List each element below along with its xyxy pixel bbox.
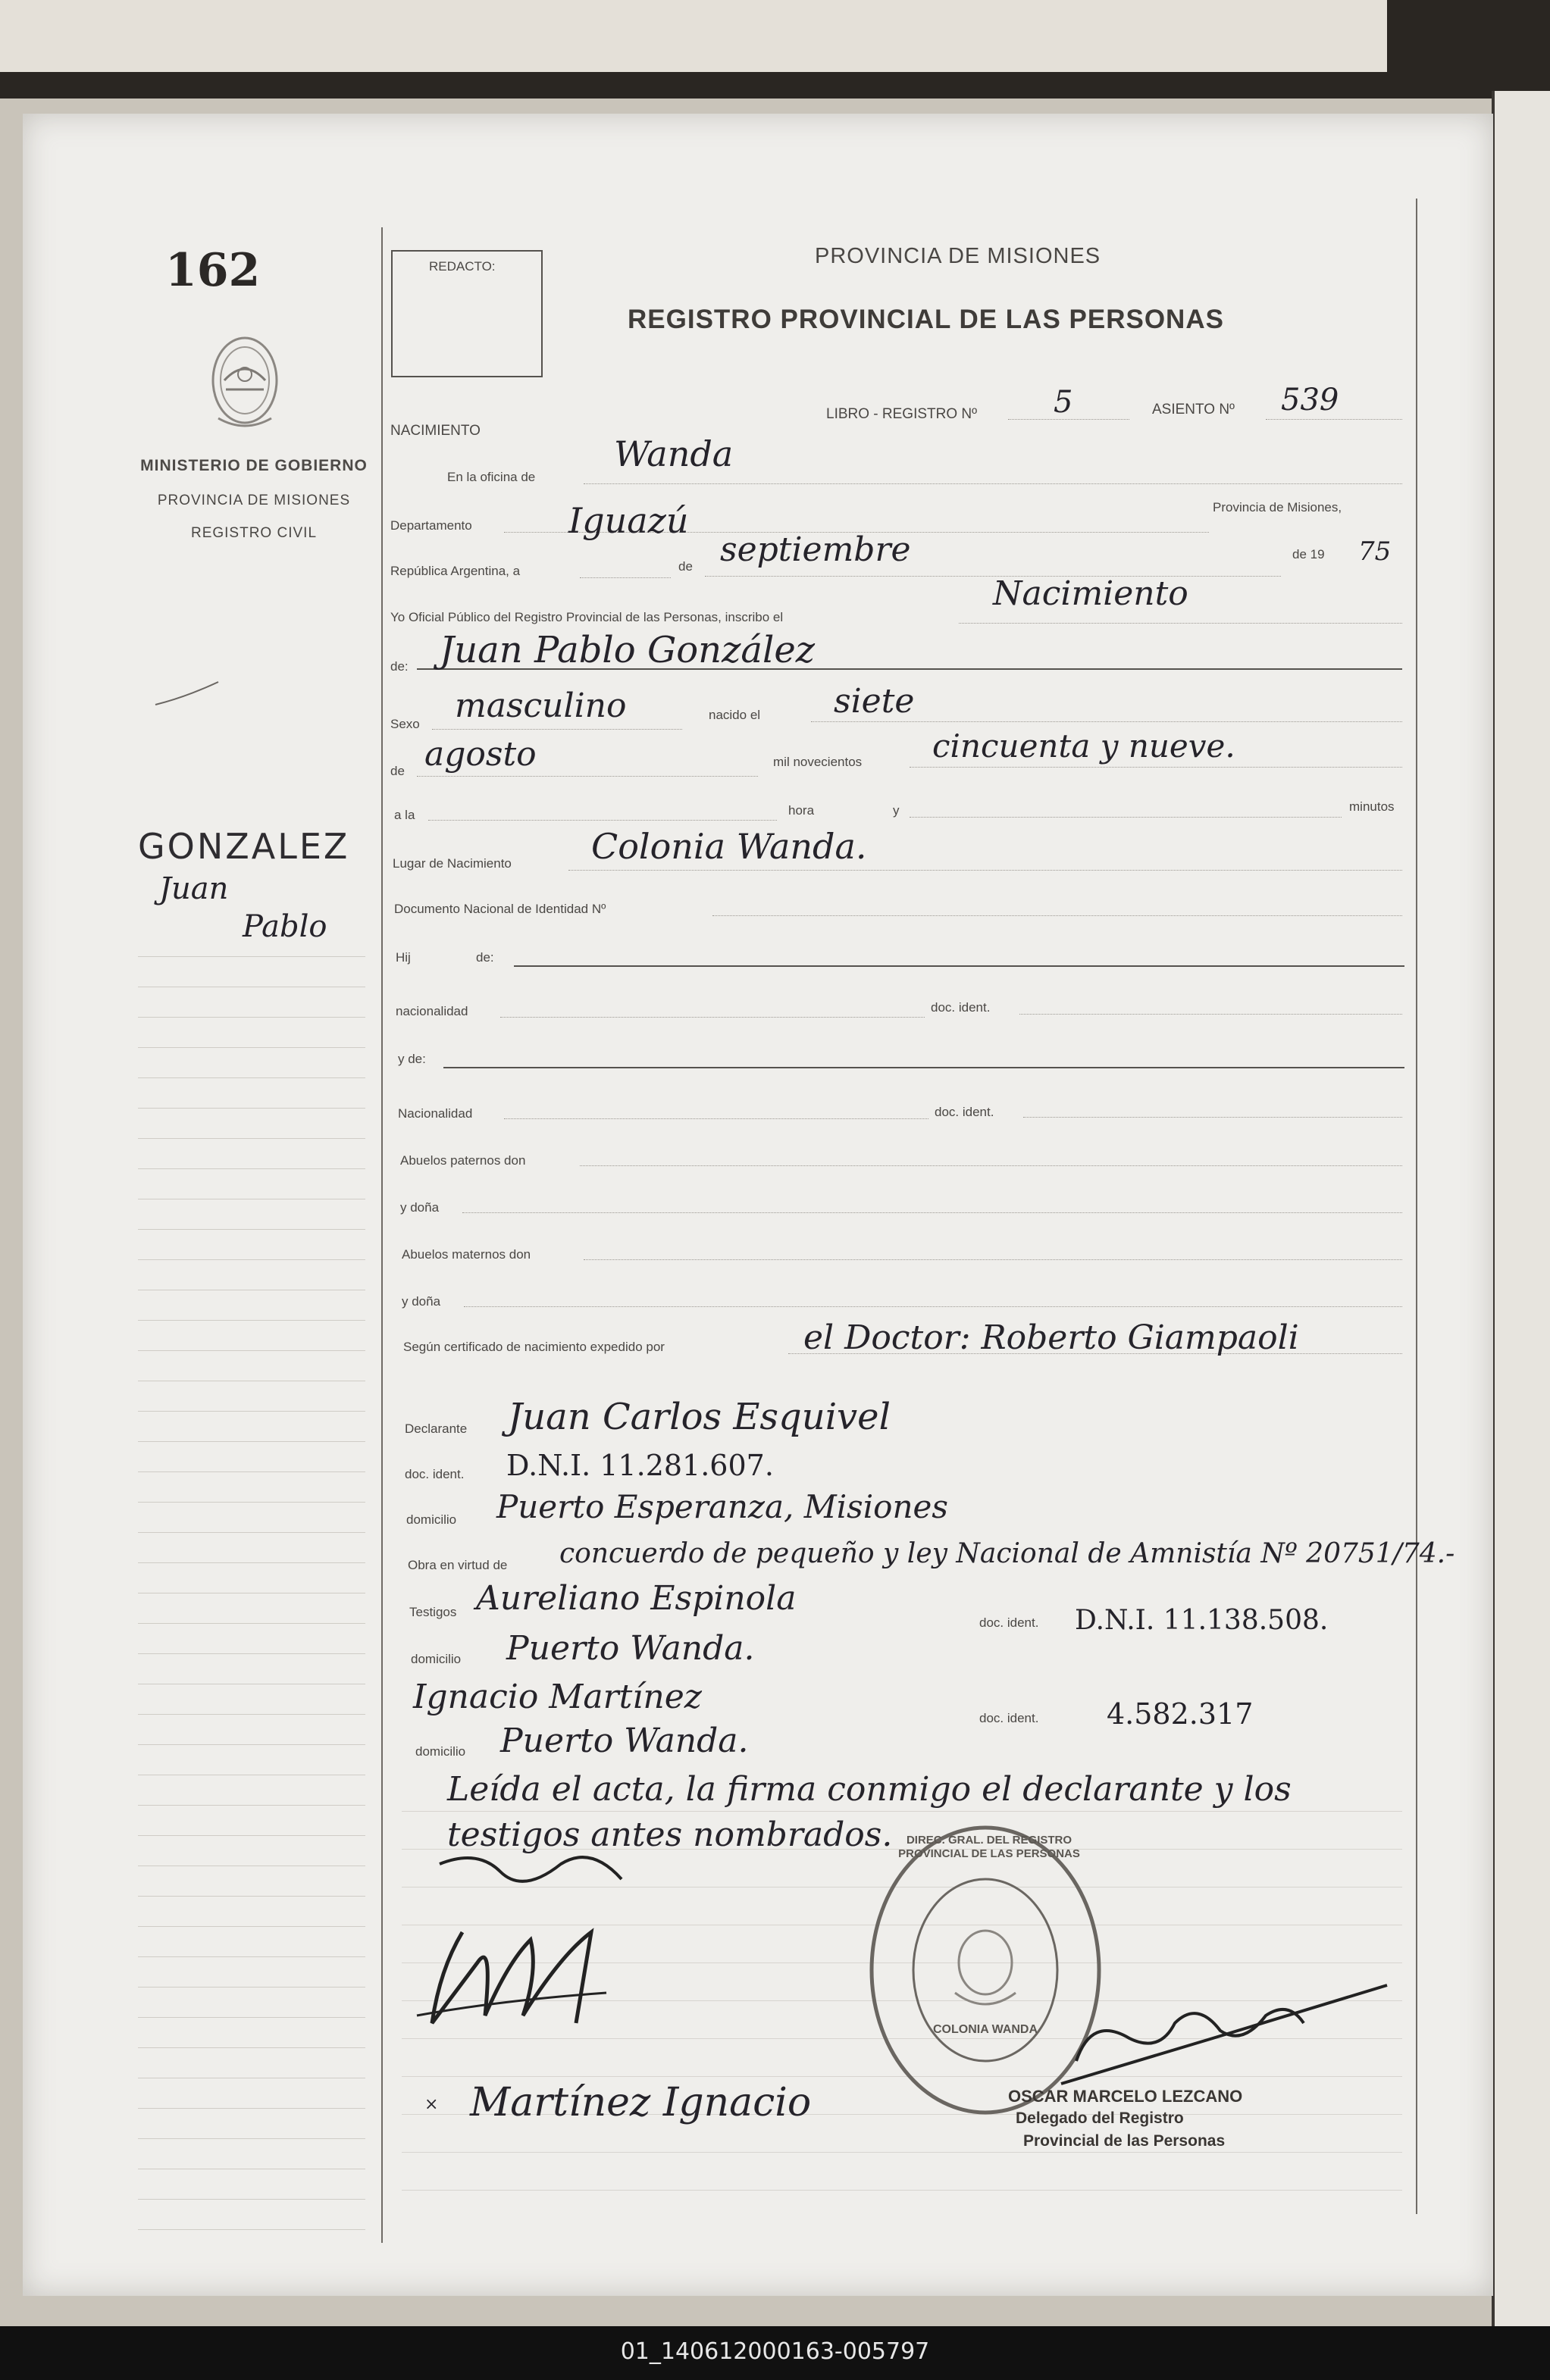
nacionalidad1-label: nacionalidad <box>396 1004 468 1018</box>
de-mes-nac-label: de <box>390 764 405 778</box>
minutos-label: minutos <box>1349 799 1395 814</box>
testigos-label: Testigos <box>409 1605 457 1619</box>
previous-page-edge <box>0 0 1387 72</box>
ydona1-label: y doña <box>400 1200 440 1215</box>
de-nombre-label: de: <box>390 659 409 674</box>
oficina-label: En la oficina de <box>447 470 536 484</box>
official-title-1: Delegado del Registro <box>1016 2109 1184 2127</box>
nacido-label: nacido el <box>709 708 761 722</box>
redacto-box <box>391 250 543 377</box>
caption-bar <box>0 2326 1550 2380</box>
asiento-value: 539 <box>1281 383 1339 418</box>
redacto-label: REDACTO: <box>429 259 496 274</box>
registry-title: REGISTRO PROVINCIAL DE LAS PERSONAS <box>628 305 1224 334</box>
nacionalidad2-label: Nacionalidad <box>398 1106 473 1121</box>
oficina-value: Wanda <box>614 433 734 474</box>
docident3-label: doc. ident. <box>405 1467 465 1481</box>
witness-signature: Martínez Ignacio <box>470 2080 812 2125</box>
margin-surname: GONZALEZ <box>138 826 350 867</box>
page-number: 162 <box>165 244 261 297</box>
mil-label: mil novecientos <box>773 755 863 769</box>
testigo1-value: Aureliano Espinola <box>476 1579 797 1618</box>
libro-label: LIBRO - REGISTRO Nº <box>826 406 978 422</box>
de19-label: de 19 <box>1292 547 1325 561</box>
obra-value: concuerdo de pequeño y ley Nacional de Amnistía Nº 20751/74.- <box>559 1538 1455 1569</box>
ministry-province: PROVINCIA DE MISIONES <box>157 493 351 508</box>
domicilio1-label: domicilio <box>406 1512 457 1527</box>
declarante-value: Juan Carlos Esquivel <box>508 1396 891 1438</box>
ministry-registry: REGISTRO CIVIL <box>190 525 318 541</box>
domicilio3-value: Puerto Wanda. <box>500 1722 749 1760</box>
hij-label: Hij <box>396 950 411 965</box>
form-left-border <box>381 227 383 2243</box>
libro-value: 5 <box>1054 385 1073 420</box>
domicilio1-value: Puerto Esperanza, Misiones <box>496 1488 948 1525</box>
de-mes-label: de <box>678 559 693 574</box>
obra-label: Obra en virtud de <box>408 1558 508 1572</box>
margin-given-2: Pablo <box>243 909 327 944</box>
nombre-value: Juan Pablo González <box>440 629 816 671</box>
y-label: y <box>893 803 900 818</box>
ministry-name: MINISTERIO DE GOBIERNO <box>140 457 368 474</box>
yde-label: y de: <box>398 1052 426 1066</box>
abuelos-paternos-label: Abuelos paternos don <box>400 1153 526 1168</box>
domicilio2-label: domicilio <box>411 1652 462 1666</box>
declarante-label: Declarante <box>405 1421 468 1436</box>
seal-inner-text: COLONIA WANDA <box>932 2023 1038 2036</box>
anio-value: 75 <box>1358 536 1392 567</box>
docident4-label: doc. ident. <box>979 1615 1039 1630</box>
official-name: OSCAR MARCELO LEZCANO <box>1008 2087 1243 2106</box>
mes-value: septiembre <box>720 530 911 569</box>
right-page-edge <box>1492 91 1550 2326</box>
provincia-label: Provincia de Misiones, <box>1213 500 1342 514</box>
form-right-border <box>1416 199 1417 2214</box>
certificado-label: Según certificado de nacimiento expedido por <box>403 1340 665 1354</box>
testigo2-value: Ignacio Martínez <box>413 1678 702 1716</box>
witness-mark: × <box>424 2095 439 2114</box>
lugar-label: Lugar de Nacimiento <box>393 856 512 871</box>
docident2-label: doc. ident. <box>935 1105 994 1119</box>
de-padre-label: de: <box>476 950 494 965</box>
ala-label: a la <box>394 808 415 822</box>
republica-label: República Argentina, a <box>390 564 521 578</box>
official-title-2: Provincial de las Personas <box>1023 2132 1226 2150</box>
abuelos-maternos-label: Abuelos maternos don <box>402 1247 531 1262</box>
sexo-label: Sexo <box>390 717 420 731</box>
oficial-label: Yo Oficial Público del Registro Provincial de las Personas, inscribo el <box>390 610 784 624</box>
pencil-mark <box>152 674 227 712</box>
official-signature <box>1046 1970 1410 2099</box>
hora-label: hora <box>788 803 815 818</box>
dia-value: siete <box>834 682 915 721</box>
closing-line-1: Leída el acta, la firma conmigo el declarante y los <box>447 1770 1292 1809</box>
sexo-value: masculino <box>455 686 627 725</box>
margin-given-1: Juan <box>159 871 229 906</box>
departamento-value: Iguazú <box>568 500 689 541</box>
domicilio2-value: Puerto Wanda. <box>506 1629 755 1668</box>
seal-text: DIREC. GRAL. DEL REGISTRO PROVINCIAL DE LAS PERSONAS <box>898 1834 1080 1860</box>
docident5-label: doc. ident. <box>979 1711 1039 1725</box>
declarant-signature <box>409 1849 788 2076</box>
nacimiento-label: NACIMIENTO <box>390 423 481 439</box>
departamento-label: Departamento <box>390 518 472 533</box>
image-caption: 01_140612000163-005797 <box>620 2338 930 2365</box>
testigo2-doc: 4.582.317 <box>1107 1697 1254 1731</box>
asiento-label: ASIENTO Nº <box>1152 402 1235 418</box>
domicilio3-label: domicilio <box>415 1744 466 1759</box>
lugar-value: Colonia Wanda. <box>591 826 867 867</box>
docident1-label: doc. ident. <box>931 1000 991 1015</box>
dni-label: Documento Nacional de Identidad Nº <box>394 902 606 916</box>
inscribo-value: Nacimiento <box>993 574 1188 613</box>
mes-nac-value: agosto <box>424 735 537 774</box>
province-title: PROVINCIA DE MISIONES <box>815 244 1101 268</box>
ydona2-label: y doña <box>402 1294 441 1309</box>
coat-of-arms-icon <box>203 327 287 433</box>
closing-line-2: testigos antes nombrados. <box>447 1815 893 1854</box>
testigo1-doc: D.N.I. 11.138.508. <box>1075 1605 1329 1636</box>
certificado-value: el Doctor: Roberto Giampaoli <box>803 1318 1299 1357</box>
anio-nac-value: cincuenta y nueve. <box>932 727 1235 765</box>
declarante-doc: D.N.I. 11.281.607. <box>506 1449 774 1482</box>
